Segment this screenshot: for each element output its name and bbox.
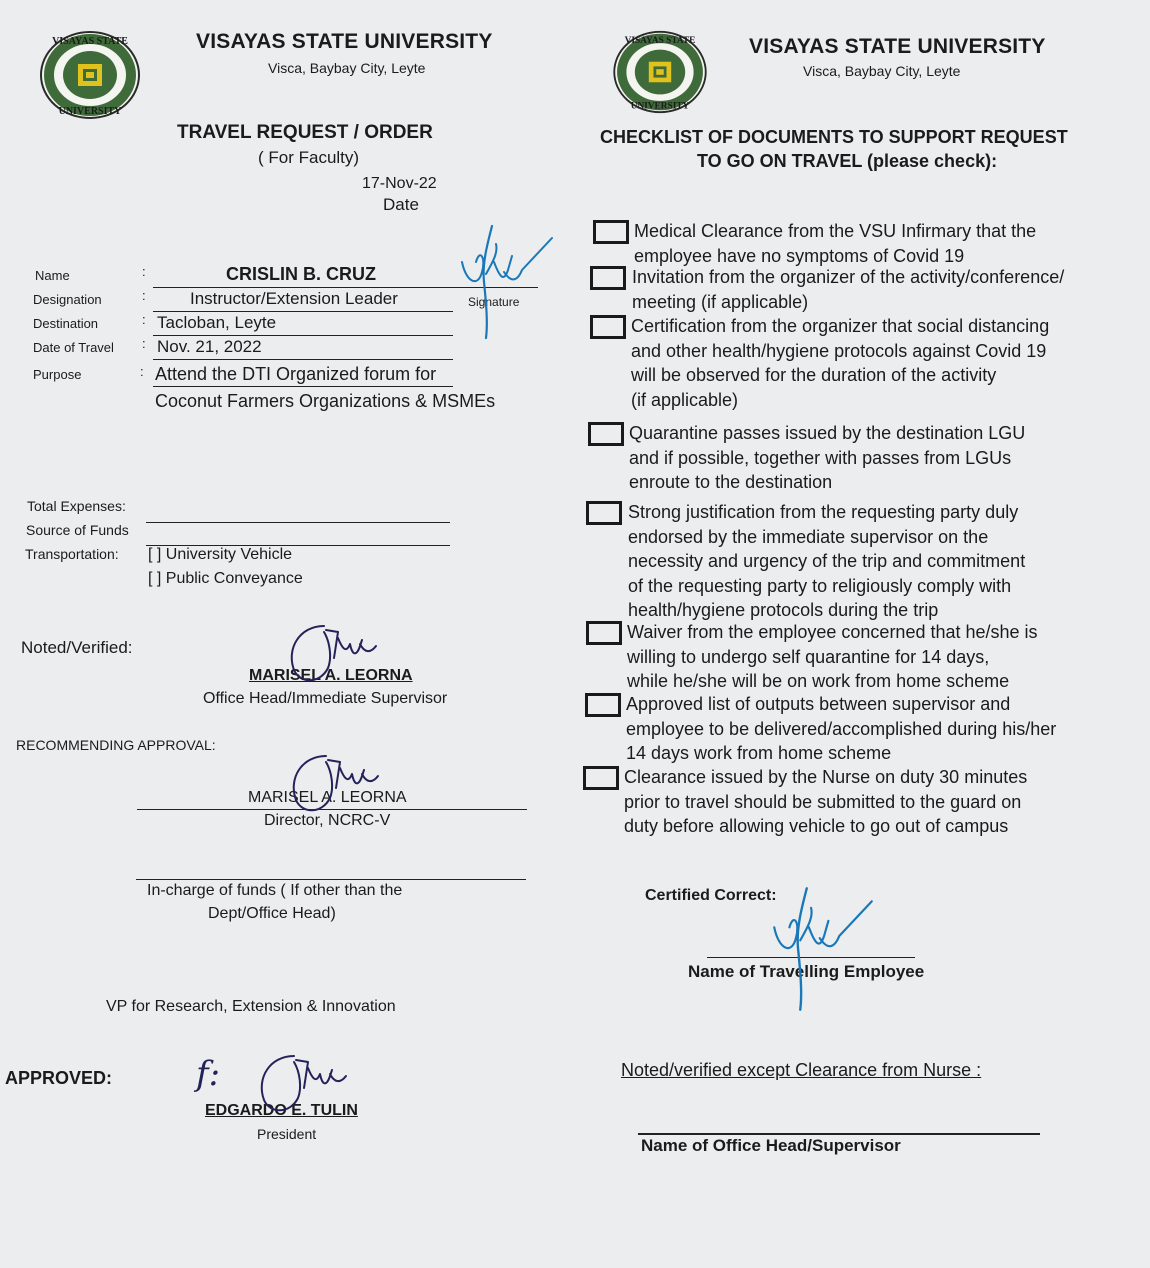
designation-line [153, 311, 453, 312]
checklist-item-text: health/hygiene protocols during the trip [628, 600, 939, 620]
university-address-right: Visca, Baybay City, Leyte [803, 63, 961, 79]
checklist-item-text: Invitation from the organizer of the activity/conference/ [632, 267, 1065, 287]
total-expenses-line [146, 522, 450, 523]
checklist-item-text: (if applicable) [631, 389, 739, 410]
checklist-item-text: employee to be delivered/accomplished during his/her [626, 718, 1057, 739]
designation-value: Instructor/Extension Leader [190, 289, 398, 308]
checklist-checkbox[interactable] [585, 693, 621, 717]
office-head-line [638, 1133, 1040, 1135]
checklist-item-text: employee have no symptoms of Covid 19 [634, 245, 965, 266]
noted-signatory-title: Office Head/Immediate Supervisor [203, 690, 448, 707]
checklist-item-text: Approved list of outputs between supervisor and [626, 694, 1011, 714]
incharge-label-1: In-charge of funds ( If other than the [147, 882, 403, 899]
destination-line [153, 335, 453, 336]
incharge-line [136, 879, 526, 880]
checklist-item-text: and if possible, together with passes from LGUs [629, 447, 1012, 468]
svg-text:VISAYAS STATE: VISAYAS STATE [52, 36, 128, 47]
checklist-item-text: Medical Clearance from the VSU Infirmary that the [634, 221, 1037, 241]
supervisor-signature-1 [280, 618, 390, 698]
checklist-title-2: TO GO ON TRAVEL (please check): [697, 151, 998, 171]
purpose-line-2: Coconut Farmers Organizations & MSMEs [155, 391, 496, 411]
noted-verified-label: Noted/Verified: [21, 638, 133, 657]
svg-text:UNIVERSITY: UNIVERSITY [630, 101, 690, 112]
checklist-item-text: enroute to the destination [629, 472, 833, 492]
date-of-travel-line [153, 359, 453, 360]
transportation-label: Transportation: [25, 546, 119, 562]
checklist-item-text: Certification from the organizer that social distancing [631, 316, 1050, 336]
noted-except-nurse-label: Noted/verified except Clearance from Nurse : [621, 1060, 982, 1080]
checklist-item-text: meeting (if applicable) [632, 291, 809, 312]
approved-label: APPROVED: [5, 1068, 113, 1088]
purpose-line-1: Attend the DTI Organized forum for [155, 364, 437, 384]
name-label: Name [35, 268, 70, 283]
purpose-underline [153, 386, 453, 387]
form-subtitle: ( For Faculty) [258, 148, 360, 167]
checklist-title-1: CHECKLIST OF DOCUMENTS TO SUPPORT REQUEST [600, 127, 1068, 147]
svg-text:VISAYAS STATE: VISAYAS STATE [624, 36, 696, 47]
colon: : [142, 264, 146, 279]
checklist-checkbox[interactable] [590, 266, 626, 290]
date-value: 17-Nov-22 [362, 175, 437, 192]
university-name-right: VISAYAS STATE UNIVERSITY [749, 35, 1046, 58]
certified-correct-label: Certified Correct: [645, 887, 777, 904]
university-seal-left [40, 30, 140, 120]
checklist-checkbox[interactable] [586, 621, 622, 645]
checklist-item-text: prior to travel should be submitted to the guard on [624, 791, 1022, 812]
traveling-employee-label: Name of Travelling Employee [688, 962, 925, 981]
vp-label: VP for Research, Extension & Innovation [106, 998, 396, 1015]
checklist-checkbox[interactable] [593, 220, 629, 244]
date-label: Date [383, 195, 419, 214]
supervisor-signature-2 [282, 748, 392, 828]
employee-signature-right [758, 884, 888, 1014]
university-address-left: Visca, Baybay City, Leyte [268, 60, 426, 76]
designation-label: Designation [33, 292, 102, 307]
checklist-checkbox[interactable] [583, 766, 619, 790]
checklist-item-text: will be observed for the duration of the activity [631, 365, 997, 385]
university-name-left: VISAYAS STATE UNIVERSITY [196, 30, 493, 53]
date-of-travel-value: Nov. 21, 2022 [157, 337, 262, 356]
university-seal-right [605, 30, 715, 114]
checklist-item-text: Clearance issued by the Nurse on duty 30 minutes [624, 767, 1028, 787]
checklist-checkbox[interactable] [588, 422, 624, 446]
for-mark: f: [196, 1054, 221, 1094]
office-head-label: Name of Office Head/Supervisor [641, 1136, 901, 1155]
recommending-signatory-name: MARISEL A. LEORNA [248, 789, 407, 806]
colon: : [142, 312, 146, 327]
option-university-vehicle[interactable]: [ ] University Vehicle [148, 546, 293, 563]
checklist-checkbox[interactable] [590, 315, 626, 339]
president-name: EDGARDO E. TULIN [205, 1102, 358, 1119]
colon: : [140, 364, 144, 379]
checklist-item-text: willing to undergo self quarantine for 14 days, [627, 646, 990, 667]
colon: : [142, 288, 146, 303]
purpose-label: Purpose [33, 367, 82, 382]
checklist-item-text: and other health/hygiene protocols against Covid 19 [631, 340, 1047, 361]
name-value: CRISLIN B. CRUZ [226, 264, 376, 284]
destination-label: Destination [33, 316, 99, 331]
recommending-signatory-title: Director, NCRC-V [264, 812, 391, 829]
checklist-item-text: endorsed by the immediate supervisor on the [628, 526, 989, 547]
checklist-item-text: Waiver from the employee concerned that he/she is [627, 622, 1038, 642]
noted-signatory-name: MARISEL A. LEORNA [249, 667, 413, 684]
employee-signature-left [452, 222, 562, 342]
checklist-item-text: while he/she will be on work from home scheme [627, 671, 1010, 691]
checklist-item-text: Strong justification from the requesting party duly [628, 502, 1019, 522]
checklist-item-text: duty before allowing vehicle to go out of campus [624, 816, 1009, 836]
form-title: TRAVEL REQUEST / ORDER [177, 122, 433, 143]
signature-label: Signature [468, 295, 520, 309]
svg-text:UNIVERSITY: UNIVERSITY [58, 106, 122, 117]
recommending-approval-label: RECOMMENDING APPROVAL: [16, 737, 216, 753]
option-public-conveyance[interactable]: [ ] Public Conveyance [148, 570, 303, 587]
checklist-item-text: Quarantine passes issued by the destination LGU [629, 423, 1026, 443]
president-title: President [257, 1126, 317, 1142]
checklist-item-text: 14 days work from home scheme [626, 743, 892, 763]
incharge-label-2: Dept/Office Head) [208, 905, 336, 922]
date-of-travel-label: Date of Travel [33, 340, 114, 355]
checklist-item-text: necessity and urgency of the trip and commitment [628, 551, 1026, 571]
source-of-funds-label: Source of Funds [26, 522, 129, 538]
president-signature [250, 1048, 360, 1128]
checklist-checkbox[interactable] [586, 501, 622, 525]
colon: : [142, 336, 146, 351]
total-expenses-label: Total Expenses: [27, 498, 126, 514]
destination-value: Tacloban, Leyte [157, 313, 277, 332]
checklist-item-text: of the requesting party to religiously comply with [628, 575, 1012, 596]
